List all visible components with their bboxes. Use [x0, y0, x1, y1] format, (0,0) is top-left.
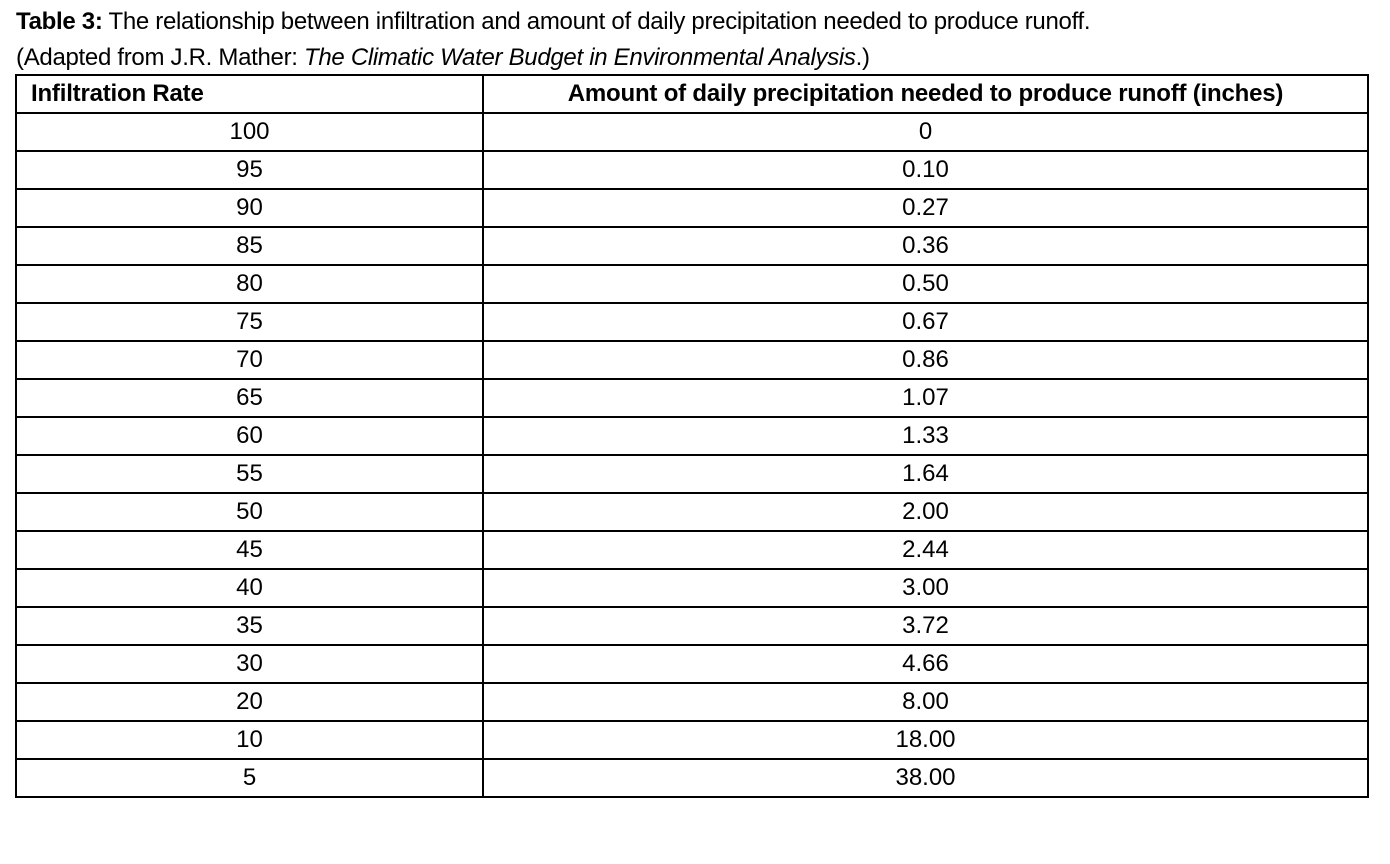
infiltration-rate-cell: 65	[16, 379, 483, 417]
infiltration-rate-cell: 60	[16, 417, 483, 455]
infiltration-rate-cell: 30	[16, 645, 483, 683]
table-row	[16, 607, 1368, 645]
table-row	[16, 493, 1368, 531]
infiltration-rate-cell: 90	[16, 189, 483, 227]
table-row	[16, 645, 1368, 683]
precipitation-amount-cell: 0.50	[483, 265, 1368, 303]
table-row	[16, 379, 1368, 417]
caption-line-2	[16, 40, 1376, 76]
infiltration-rate-cell: 5	[16, 759, 483, 797]
table-row	[16, 455, 1368, 493]
caption-text: The relationship between infiltration and amount of daily precipitation needed to produce runoff.	[108, 8, 1091, 35]
precipitation-amount-cell: 3.00	[483, 569, 1368, 607]
table-row	[16, 151, 1368, 189]
table-row	[16, 113, 1368, 151]
infiltration-rate-cell: 95	[16, 151, 483, 189]
table-label: Table 3:	[16, 8, 103, 35]
infiltration-rate-cell: 100	[16, 113, 483, 151]
precipitation-amount-cell: 4.66	[483, 645, 1368, 683]
table-row	[16, 341, 1368, 379]
precipitation-amount-cell: 0.67	[483, 303, 1368, 341]
table-row	[16, 531, 1368, 569]
precipitation-amount-cell: 1.64	[483, 455, 1368, 493]
caption-line-1	[16, 4, 1376, 40]
table-row	[16, 189, 1368, 227]
infiltration-rate-cell: 35	[16, 607, 483, 645]
infiltration-rate-cell: 85	[16, 227, 483, 265]
precipitation-amount-cell: 0	[483, 113, 1368, 151]
table-row	[16, 759, 1368, 797]
source-suffix: .)	[855, 44, 870, 71]
precipitation-amount-cell: 0.86	[483, 341, 1368, 379]
table-row	[16, 569, 1368, 607]
table-row	[16, 227, 1368, 265]
precipitation-amount-cell: 1.07	[483, 379, 1368, 417]
infiltration-rate-cell: 50	[16, 493, 483, 531]
infiltration-rate-cell: 75	[16, 303, 483, 341]
infiltration-rate-cell: 70	[16, 341, 483, 379]
runoff-table	[15, 74, 1369, 798]
precipitation-amount-cell: 1.33	[483, 417, 1368, 455]
precipitation-amount-cell: 8.00	[483, 683, 1368, 721]
infiltration-rate-cell: 45	[16, 531, 483, 569]
table-header-row	[16, 75, 1368, 113]
infiltration-rate-cell: 20	[16, 683, 483, 721]
precipitation-amount-cell: 38.00	[483, 759, 1368, 797]
table-body	[16, 113, 1368, 797]
precipitation-amount-cell: 0.36	[483, 227, 1368, 265]
precipitation-amount-cell: 0.27	[483, 189, 1368, 227]
column-header-infiltration-rate: Infiltration Rate	[16, 75, 483, 113]
table-row	[16, 265, 1368, 303]
infiltration-rate-cell: 10	[16, 721, 483, 759]
source-title: The Climatic Water Budget in Environmental Analysis	[304, 44, 856, 71]
precipitation-amount-cell: 3.72	[483, 607, 1368, 645]
precipitation-amount-cell: 2.44	[483, 531, 1368, 569]
infiltration-rate-cell: 80	[16, 265, 483, 303]
precipitation-amount-cell: 18.00	[483, 721, 1368, 759]
table-row	[16, 303, 1368, 341]
source-prefix: (Adapted from J.R. Mather:	[16, 44, 305, 71]
table-row	[16, 683, 1368, 721]
table-row	[16, 417, 1368, 455]
infiltration-rate-cell: 55	[16, 455, 483, 493]
column-header-precipitation: Amount of daily precipitation needed to produce runoff (inches)	[483, 75, 1368, 113]
precipitation-amount-cell: 2.00	[483, 493, 1368, 531]
precipitation-amount-cell: 0.10	[483, 151, 1368, 189]
table-row	[16, 721, 1368, 759]
infiltration-rate-cell: 40	[16, 569, 483, 607]
table-caption	[16, 4, 1376, 76]
